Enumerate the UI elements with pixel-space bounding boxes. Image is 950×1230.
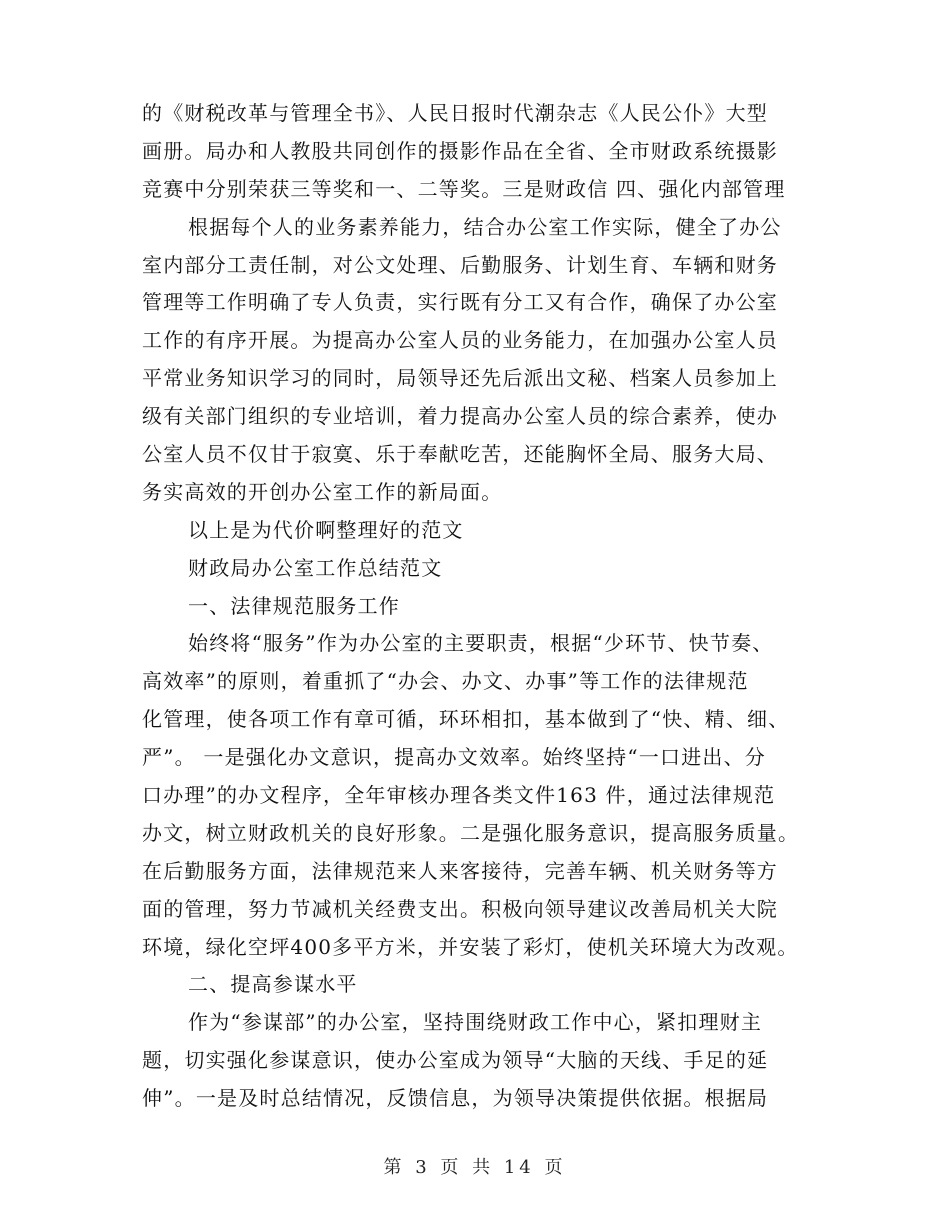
text-line: 二、提高参谋水平 bbox=[188, 972, 358, 997]
text-line: 室内部分工责任制，对公文处理、后勤服务、计划生育、车辆和财务 bbox=[142, 252, 778, 277]
text-line: 面的管理，努力节减机关经费支出。积极向领导建议改善局机关大院 bbox=[142, 896, 778, 921]
text-line: 财政局办公室工作总结范文 bbox=[188, 555, 443, 580]
text-line: 高效率”的原则，着重抓了“办会、办文、办事”等工作的法律规范 bbox=[142, 669, 749, 694]
text-line: 环境，绿化空坪400多平方米，并安装了彩灯，使机关环境大为改观。 bbox=[142, 934, 799, 959]
text-line: 题，切实强化参谋意识，使办公室成为领导“大脑的天线、手足的延 bbox=[142, 1048, 769, 1073]
text-line: 严”。 一是强化办文意识，提高办文效率。始终坚持“一口进出、分 bbox=[142, 745, 767, 770]
text-line: 以上是为代价啊整理好的范文 bbox=[188, 517, 464, 542]
text-line: 的《财税改革与管理全书》、人民日报时代潮杂志《人民公仆》大型 bbox=[142, 101, 768, 125]
text-line: 画册。局办和人教股共同创作的摄影作品在全省、全市财政系统摄影 bbox=[142, 138, 778, 163]
text-line: 务实高效的开创办公室工作的新局面。 bbox=[142, 479, 503, 504]
text-line: 办文，树立财政机关的良好形象。二是强化服务意识，提高服务质量。 bbox=[142, 820, 800, 845]
text-line: 伸”。一是及时总结情况，反馈信息，为领导决策提供依据。根据局 bbox=[142, 1086, 769, 1111]
text-line: 公室人员不仅甘于寂寞、乐于奉献吃苦，还能胸怀全局、服务大局、 bbox=[142, 442, 778, 467]
text-line: 级有关部门组织的专业培训，着力提高办公室人员的综合素养，使办 bbox=[142, 404, 778, 429]
text-line: 平常业务知识学习的同时，局领导还先后派出文秘、档案人员参加上 bbox=[142, 366, 778, 391]
text-line: 口办理”的办文程序，全年审核办理各类文件163 件，通过法律规范 bbox=[142, 783, 776, 808]
text-line: 作为“参谋部”的办公室，坚持围绕财政工作中心，紧扣理财主 bbox=[188, 1010, 763, 1035]
text-line: 竞赛中分别荣获三等奖和一、二等奖。三是财政信 四、强化内部管理 bbox=[142, 176, 786, 201]
document-body bbox=[142, 95, 812, 1118]
text-line: 管理等工作明确了专人负责，实行既有分工又有合作，确保了办公室 bbox=[142, 290, 778, 315]
text-line: 始终将“服务”作为办公室的主要职责，根据“少环节、快节奏、 bbox=[188, 631, 774, 656]
text-line: 根据每个人的业务素养能力，结合办公室工作实际，健全了办公 bbox=[188, 214, 782, 239]
text-line: 一、法律规范服务工作 bbox=[188, 593, 400, 618]
text-line: 工作的有序开展。为提高办公室人员的业务能力，在加强办公室人员 bbox=[142, 328, 778, 353]
page-footer: 第 3 页 共 14 页 bbox=[383, 1157, 567, 1178]
text-line: 在后勤服务方面，法律规范来人来客接待，完善车辆、机关财务等方 bbox=[142, 858, 778, 883]
text-line: 化管理，使各项工作有章可循，环环相扣，基本做到了“快、精、细、 bbox=[142, 707, 790, 732]
